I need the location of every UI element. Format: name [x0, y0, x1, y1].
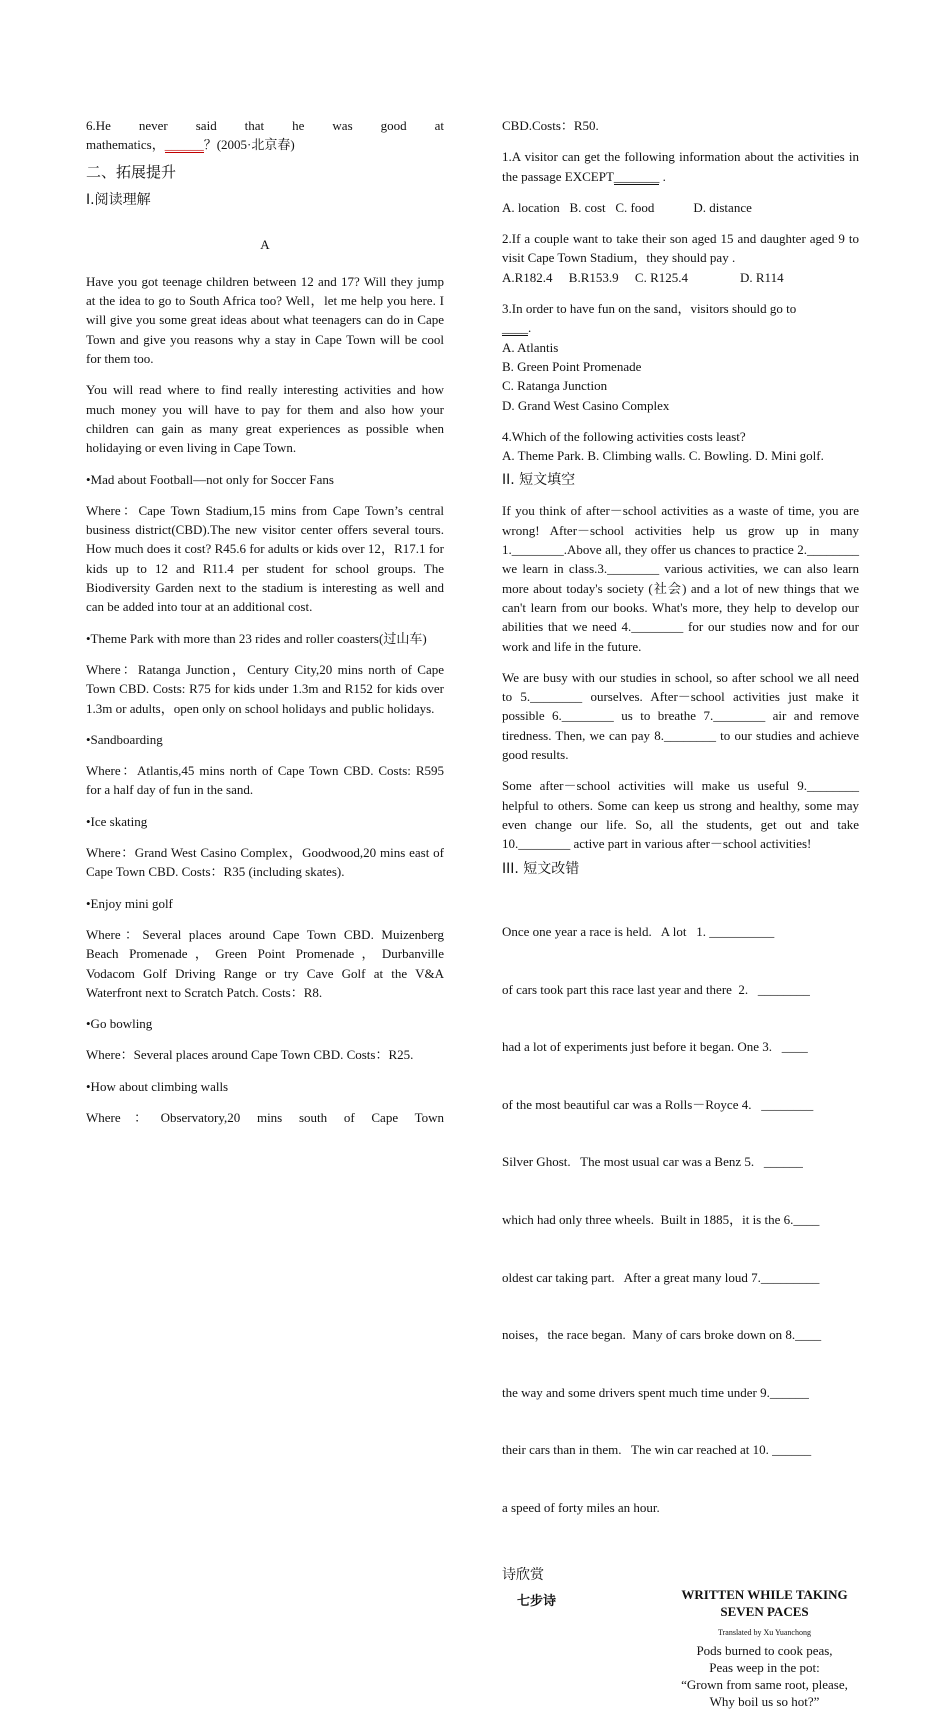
activity-golf-title: •Enjoy mini golf — [86, 895, 173, 911]
passage-label: A — [260, 236, 270, 252]
activity-bowling-title: •Go bowling — [86, 1016, 153, 1032]
question-4-options: A. Theme Park. B. Climbing walls. C. Bowling. D. Mini golf. — [502, 448, 824, 464]
question-3-option-d: D. Grand West Casino Complex — [502, 397, 670, 413]
cloze-paragraph-2: We are busy with our studies in school, so after school we all need to 5.________ ourselves. After－school activities just make it possible 6.________ us to breathe 7.________ air and remove tiredness. Then, we can pay 8.________ to our studies and achieve good results. — [502, 669, 859, 763]
question-6-cont: mathematics，______？(2005·北京春) — [86, 137, 295, 153]
question-1-options: A. location B. cost C. food D. distance — [502, 199, 752, 215]
q3-answer-blank[interactable]: ____ — [502, 320, 528, 336]
error-line: oldest car taking part. After a great many loud 7._________ — [502, 1269, 820, 1285]
error-line: a speed of forty miles an hour. — [502, 1500, 660, 1515]
activity-ice-title: •Ice skating — [86, 813, 148, 829]
question-3-option-b: B. Green Point Promenade — [502, 358, 642, 374]
activity-bowling-body: Where：Several places around Cape Town CBD. Costs：R25. — [86, 1047, 414, 1063]
error-line: of cars took part this race last year and there 2. ________ — [502, 981, 810, 997]
error-line: Silver Ghost. The most usual car was a Benz 5. ______ — [502, 1154, 803, 1170]
error-correction-lines — [502, 884, 859, 1556]
poem-translator: Translated by Xu Yuanchong — [718, 1627, 811, 1637]
question-6 — [86, 116, 444, 135]
q6-answer-blank[interactable]: ______ — [164, 137, 204, 153]
poem-line: “Grown from same root, please, — [681, 1676, 848, 1692]
q6-line1: 6.He never said that he was good at — [86, 118, 444, 133]
section-heading-extend: 二、拓展提升 — [86, 162, 177, 181]
error-line: Once one year a race is held. A lot 1. __________ — [502, 923, 775, 939]
error-line: of the most beautiful car was a Rolls－Royce 4. ________ — [502, 1096, 814, 1112]
right-column — [502, 116, 859, 1709]
section-heading-poem: 诗欣赏 — [502, 1566, 544, 1583]
section-heading-reading: I.阅读理解 — [86, 191, 151, 208]
question-2: 2.If a couple want to take their son aged 15 and daughter aged 9 to visit Cape Town Stadium，they should pay . — [502, 231, 859, 266]
section-heading-cloze: II. 短文填空 — [502, 472, 576, 489]
error-line: their cars than in them. The win car reached at 10. ______ — [502, 1442, 812, 1458]
error-line: the way and some drivers spent much time under 9.______ — [502, 1384, 809, 1400]
poem-line: Why boil us so hot?” — [709, 1693, 820, 1709]
activity-theme-title: •Theme Park with more than 23 rides and roller coasters(过山车) — [86, 630, 427, 646]
poem-block — [502, 1586, 859, 1709]
poem-chinese-title: 七步诗 — [517, 1593, 557, 1609]
passage-paragraph-2: You will read where to find really interesting activities and how much money you will have to pay for them and also how your children can gain as many great experiences as possible when holidaying or even living in Cape Town. — [86, 382, 444, 456]
section-heading-error: III. 短文改错 — [502, 860, 580, 877]
left-column — [86, 116, 444, 1139]
poem-english — [667, 1586, 862, 1710]
activity-football-title: •Mad about Football—not only for Soccer Fans — [86, 471, 334, 487]
poem-english-title-1: WRITTEN WHILE TAKING — [681, 1586, 848, 1602]
question-3-option-c: C. Ratanga Junction — [502, 378, 608, 394]
cloze-paragraph-1: If you think of after－school activities as a waste of time, you are wrong! After－school activities help us grow up in many 1.________.Above all, they offer us chances to practice 2.________ we learn in class.3.________ various activities, we can also learn more about today's society (社会) and a lot of new things that we can't learn from our books. What's more, they help to develop our abilities that we need 4.________ for our studies now and for our work and life in the future. — [502, 503, 859, 654]
activity-football-body: Where：Cape Town Stadium,15 mins from Cape Town’s central business district(CBD).The new visitor center offers several tours. How much does it cost? R45.6 for adults or kids over 12，R17.1 for kids up to 12 and R11.4 per student for school groups. The Biodiversity Garden next to the stadium is interesting as well and can be added into tour at an additional cost. — [86, 502, 444, 615]
activity-climb-cont: CBD.Costs：R50. — [502, 118, 599, 133]
poem-line: Peas weep in the pot: — [709, 1659, 820, 1675]
error-line: noises，the race began. Many of cars broke down on 8.____ — [502, 1327, 822, 1343]
activity-sand-title: •Sandboarding — [86, 731, 163, 747]
question-3-blank-line: ____. — [502, 320, 532, 336]
question-4: 4.Which of the following activities costs least? — [502, 428, 746, 444]
activity-climb-title: •How about climbing walls — [86, 1078, 229, 1094]
question-2-options: A.R182.4 B.R153.9 C. R125.4 D. R114 — [502, 269, 784, 285]
activity-ice-body: Where：Grand West Casino Complex，Goodwood,20 mins east of Cape Town CBD. Costs：R35 (including skates). — [86, 845, 444, 880]
q1-answer-blank[interactable]: _______ — [613, 168, 660, 184]
error-line: had a lot of experiments just before it began. One 3. ____ — [502, 1039, 808, 1055]
error-line: which had only three wheels. Built in 1885，it is the 6.____ — [502, 1211, 820, 1227]
question-3-option-a: A. Atlantis — [502, 339, 559, 355]
activity-sand-body: Where：Atlantis,45 mins north of Cape Town CBD. Costs: R595 for a half day of fun in the sand. — [86, 763, 444, 798]
activity-golf-body: Where：Several places around Cape Town CBD. Muizenberg Beach Promenade，Green Point Promenade，Durbanville Vodacom Golf Driving Range or try Cave Golf at the V&A Waterfront next to Scratch Patch. Costs：R8. — [86, 926, 444, 1000]
cloze-paragraph-3: Some after－school activities will make us useful 9.________ helpful to others. Some can keep us strong and healthy, some may even change our life. So, all the students, get out and take 10.________ active part in various after－school activities! — [502, 778, 859, 852]
poem-english-title-2: SEVEN PACES — [720, 1603, 809, 1619]
activity-theme-body: Where：Ratanga Junction，Century City,20 mins north of Cape Town CBD. Costs: R75 for kids under 1.3m and R152 for kids over 1.3m or adults，open only on school holidays and public holidays. — [86, 661, 444, 716]
poem-line: Pods burned to cook peas, — [696, 1642, 833, 1658]
question-3: 3.In order to have fun on the sand，visitors should go to — [502, 301, 797, 317]
question-1: 1.A visitor can get the following information about the activities in the passage EXCEPT_______ . — [502, 149, 859, 184]
activity-climb-body: Where：Observatory,20 mins south of Cape Town — [86, 1109, 444, 1125]
passage-paragraph-1: Have you got teenage children between 12 and 17? Will they jump at the idea to go to South Africa too? Well，let me help you here. I will give you some great ideas about what teenagers can do in Cape Town and give you reasons why a stay in Cape Town will be cool for them too. — [86, 273, 444, 367]
